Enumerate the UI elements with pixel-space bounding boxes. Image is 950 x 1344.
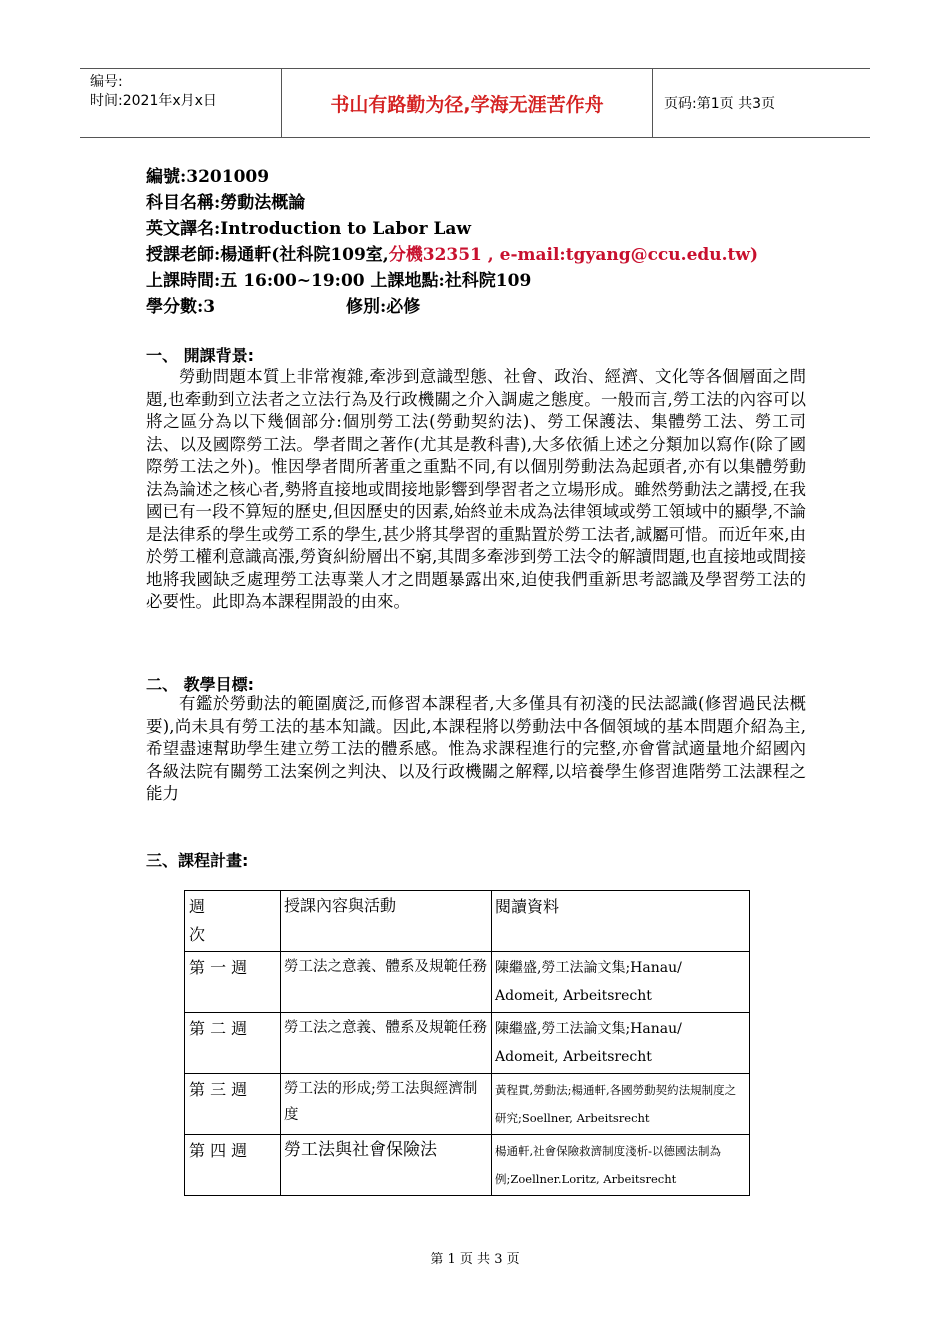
table-row bbox=[185, 1135, 750, 1196]
reading-cell: 黃程貫,勞動法;楊通軒,各國勞動契約法規制度之研究;Soellner, Arbeitsrecht bbox=[492, 1074, 750, 1135]
content-cell: 勞工法之意義、體系及規範任務 bbox=[281, 952, 492, 1013]
header-motto: 书山有路勤为径,学海无涯苦作舟 bbox=[282, 69, 653, 137]
plan-title: 三、課程計畫: bbox=[146, 851, 249, 870]
table-row bbox=[185, 1074, 750, 1135]
week-cell: 第 三 週 bbox=[185, 1074, 281, 1135]
header-page-info: 页码:第1页 共3页 bbox=[664, 96, 775, 112]
background-title: 一、 開課背景: bbox=[146, 346, 254, 365]
reading-cell: 楊通軒,社會保險救濟制度淺析-以德國法制為例;Zoellner.Loritz, Arbeitsrecht bbox=[492, 1135, 750, 1196]
header-reading: 閱讀資料 bbox=[492, 891, 750, 952]
week-cell: 第 一 週 bbox=[185, 952, 281, 1013]
header-meta bbox=[80, 69, 282, 137]
course-type: 修別:必修 bbox=[346, 297, 421, 317]
course-time-place: 上課時間:五 16:00~19:00 上課地點:社科院109 bbox=[146, 271, 532, 291]
table-row bbox=[185, 1013, 750, 1074]
objective-text: 有鑑於勞動法的範圍廣泛,而修習本課程者,大多僅具有初淺的民法認識(修習過民法概要),尚未具有勞工法的基本知識。因此,本課程將以勞動法中各個領域的基本問題介紹為主,希望盡速幫助學生建立勞工法的體系感。惟為求課程進行的完整,亦會嘗試適量地介紹國內各級法院有關勞工法案例之判決、以及行政機關之解釋,以培養學生修習進階勞工法課程之能力 bbox=[146, 694, 806, 803]
teacher-email[interactable]: tgyang@ccu.edu.tw) bbox=[565, 245, 759, 265]
content-cell: 勞工法與社會保險法 bbox=[281, 1135, 492, 1196]
table-header-row bbox=[185, 891, 750, 952]
course-code: 編號:3201009 bbox=[146, 167, 270, 187]
header-week: 週 次 bbox=[185, 891, 281, 952]
course-credits: 學分數:3 bbox=[146, 297, 216, 317]
page-header bbox=[80, 68, 870, 138]
week-cell: 第 四 週 bbox=[185, 1135, 281, 1196]
course-teacher bbox=[146, 242, 758, 268]
page-footer: 第 1 页 共 3 页 bbox=[430, 1252, 520, 1267]
course-credits-row bbox=[146, 294, 421, 320]
table-row bbox=[185, 952, 750, 1013]
content-cell: 勞工法之意義、體系及規範任務 bbox=[281, 1013, 492, 1074]
content-cell: 勞工法的形成;勞工法與經濟制度 bbox=[281, 1074, 492, 1135]
teacher-contact: 分機32351 , e-mail: bbox=[388, 245, 566, 265]
teacher-name-room: 授課老師:楊通軒(社科院109室, bbox=[146, 245, 389, 265]
background-text: 勞動問題本質上非常複雜,牽涉到意識型態、社會、政治、經濟、文化等各個層面之問題,也牽動到立法者之立法行為及行政機關之介入調處之態度。一般而言,勞工法的內容可以將之區分為以下幾個部分:個別勞工法(勞動契約法)、勞工保護法、集體勞工法、勞工司法、以及國際勞工法。學者間之著作(尤其是教科書),大多依循上述之分類加以寫作(除了國際勞工法之外)。惟因學者間所著重之重點不同,有以個別勞動法為起頭者,亦有以集體勞動法為論述之核心者,勢將直接地或間接地影響到學習者之立場形成。雖然勞動法之講授,在我國已有一段不算短的歷史,但因歷史的因素,始終並未成為法律領域或勞工領域中的顯學,不論是法律系的學生或勞工系的學生,甚少將其學習的重點置於勞工法者,誠屬可惜。而近年來,由於勞工權利意識高漲,勞資糾紛層出不窮,其間多牽涉到勞工法令的解讀問題,也直接地或間接地將我國缺乏處理勞工法專業人才之問題暴露出來,迫使我們重新思考認識及學習勞工法的必要性。此即為本課程開設的由來。 bbox=[146, 367, 806, 611]
course-english-name: 英文譯名:Introduction to Labor Law bbox=[146, 219, 472, 239]
reading-cell: 陳繼盛,勞工法論文集;Hanau/ Adomeit, Arbeitsrecht bbox=[492, 952, 750, 1013]
week-cell: 第 二 週 bbox=[185, 1013, 281, 1074]
reading-cell: 陳繼盛,勞工法論文集;Hanau/ Adomeit, Arbeitsrecht bbox=[492, 1013, 750, 1074]
header-time-label: 时间:2021年x月x日 bbox=[90, 93, 217, 109]
header-number-label: 编号: bbox=[90, 74, 123, 90]
header-content: 授課內容與活動 bbox=[281, 891, 492, 952]
course-name: 科目名稱:勞動法概論 bbox=[146, 193, 306, 213]
objective-title: 二、 教學目標: bbox=[146, 675, 254, 694]
course-plan-table bbox=[184, 890, 750, 1196]
